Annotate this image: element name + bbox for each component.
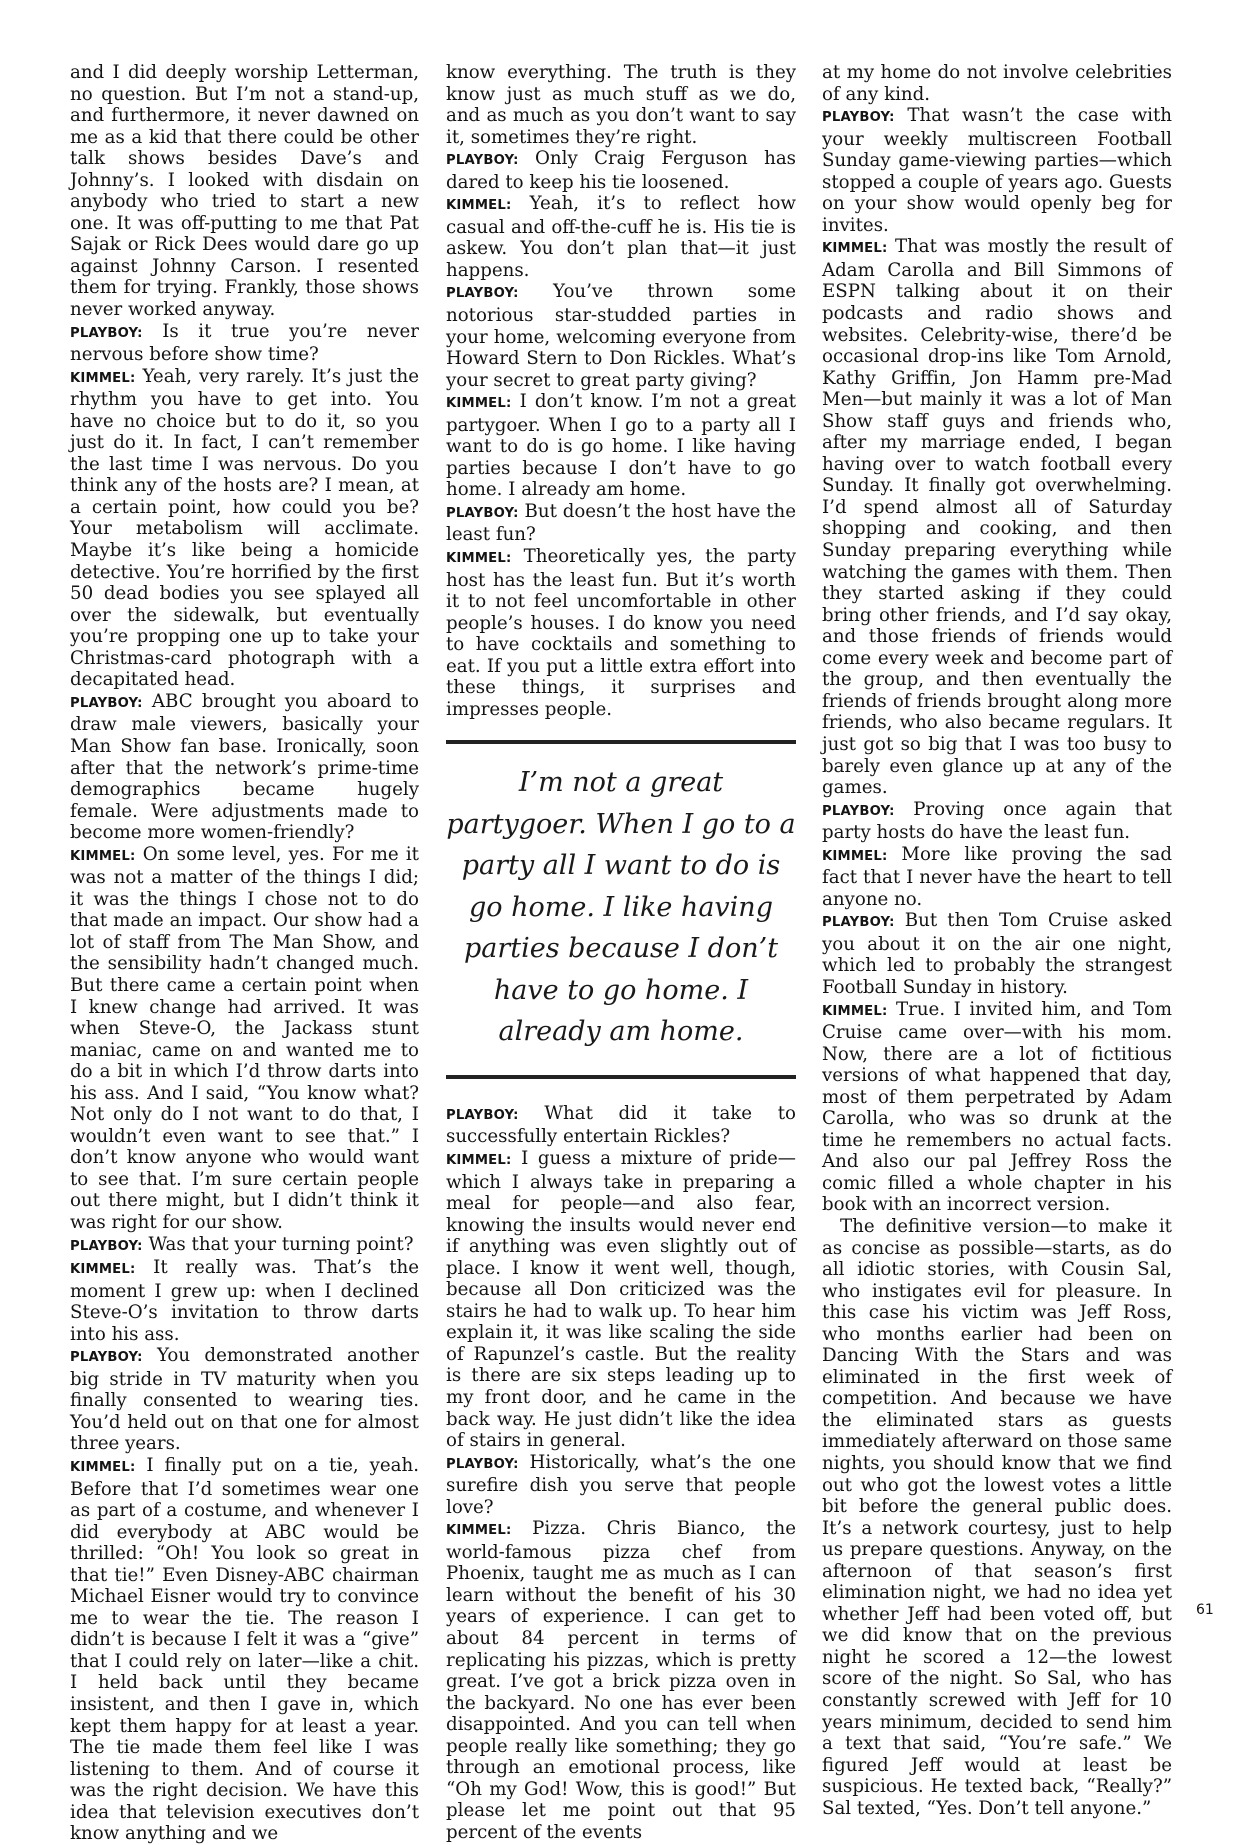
speaker-label: KIMMEL: xyxy=(822,848,888,864)
paragraph xyxy=(446,193,796,281)
speaker-label: PLAYBOY: xyxy=(70,325,143,341)
paragraph-text: True. I invited him, and Tom Cruise came over—with his mom. Now, there are a lot of fictitious versions of what happened that day, most of them perpetrated by Adam Carolla, who was so drunk at the time he remembers no actual facts. And also our pal Jeffrey Ross the comic filled a whole chapter in his book with an incorrect version. xyxy=(822,998,1172,1216)
paragraph xyxy=(822,1216,1172,1819)
speaker-label: KIMMEL: xyxy=(446,198,512,214)
speaker-label: PLAYBOY: xyxy=(70,1238,143,1254)
speaker-label: KIMMEL: xyxy=(446,551,512,567)
paragraph-text: know everything. The truth is they know just as much stuff as we do, and as much as you don’t want to say it, sometimes they’re right. xyxy=(446,62,796,148)
paragraph xyxy=(446,1452,796,1519)
paragraph-text: and I did deeply worship Letterman, no question. But I’m not a stand-up, and furthermore, it never dawned on me as a kid that there could be other talk shows besides Dave’s and Johnny’s. I looked with disdain on anybody who tried to start a new one. It was off-putting to me that Pat Sajak or Rick Dees would dare go up against Johnny Carson. I resented them for trying. Frankly, those shows never worked anyway. xyxy=(70,62,419,321)
speaker-label: KIMMEL: xyxy=(446,1523,512,1539)
speaker-label: PLAYBOY: xyxy=(822,915,895,931)
paragraph xyxy=(70,62,419,321)
paragraph xyxy=(822,236,1172,798)
paragraph xyxy=(822,105,1172,236)
speaker-label: KIMMEL: xyxy=(446,1153,512,1168)
paragraph xyxy=(70,1345,419,1455)
speaker-label: KIMMEL: xyxy=(70,1262,136,1278)
paragraph xyxy=(822,844,1172,911)
paragraph-text: That wasn’t the case with your weekly multiscreen Football Sunday game-viewing parties—which stopped a couple of years ago. Guests on your show would openly beg for invites. xyxy=(822,105,1172,236)
paragraph xyxy=(446,62,796,148)
paragraph-text: That was mostly the result of Adam Carolla and Bill Simmons of ESPN talking about it on their podcasts and radio shows and websites. Celebrity-wise, there’d be occasional drop-ins like Tom Arnold, Kathy Griffin, Jon Hamm pre-Mad Men—but mainly it was a lot of Man Show staff guys and friends who, after my marriage ended, I began having over to watch football every Sunday. It finally got overwhelming. I’d spend almost all of Saturday shopping and cooking, and then Sunday preparing everything while watching the games with them. Then they started asking if they could bring other friends, and I’d say okay, and those friends of friends would come every week and become part of the group, and then eventually the friends of friends brought along more friends, who also became regulars. It just got so big that I was too busy to barely even glance up at any of the games. xyxy=(822,236,1172,799)
paragraph xyxy=(446,1148,796,1452)
paragraph xyxy=(70,844,419,1234)
pull-quote-text: I’m not a great partygoer. When I go to a party all I want to do is go home. I like having parties because I don’t have to go home. I already am home. xyxy=(446,767,796,1048)
paragraph-text: You’ve thrown some notorious star-studded parties in your home, welcoming everyone from Howard Stern to Don Rickles. What’s your secret to great party giving? xyxy=(446,281,796,391)
text-column-right xyxy=(822,62,1172,1819)
speaker-label: PLAYBOY: xyxy=(446,1456,519,1472)
paragraph-text: I guess a mixture of pride—which I always take in preparing a meal for people—and also fear, knowing the insults would never end if anything was even slightly out of place. I know it went well, though, because all Don criticized was the stairs he had to walk up. To hear him explain it, it was like scaling the side of Rapunzel’s castle. But the reality is there are six steps leading up to my front door, and he came in the back way. He just didn’t like the idea of stairs in general. xyxy=(446,1148,796,1452)
paragraph xyxy=(446,281,796,391)
speaker-label: PLAYBOY: xyxy=(822,110,895,126)
paragraph-text: Only Craig Ferguson has dared to keep his tie loosened. xyxy=(446,148,796,193)
paragraph-text: ABC brought you aboard to draw male viewers, basically your Man Show fan base. Ironically, soon after that the network’s prime-time demographics became hugely female. Were adjustments made to become more women-friendly? xyxy=(70,690,419,844)
column-middle-bottom xyxy=(446,1103,796,1844)
paragraph xyxy=(446,1518,796,1843)
text-column-middle xyxy=(446,62,796,1843)
speaker-label: PLAYBOY: xyxy=(446,1107,519,1123)
speaker-label: PLAYBOY: xyxy=(70,695,143,711)
column-middle-top xyxy=(446,62,796,720)
paragraph-text: It really was. That’s the moment I grew up: when I declined Steve-O’s invitation to throw darts into his ass. xyxy=(70,1257,419,1345)
paragraph xyxy=(70,366,419,691)
paragraph-text: Historically, what’s the one surefire dish you serve that people love? xyxy=(446,1451,796,1518)
paragraph-text: Theoretically yes, the party host has the least fun. But it’s worth it to not feel uncomfortable in other people’s houses. I do know you need to have cocktails and something to eat. If you put a little extra effort into these things, it surprises and impresses people. xyxy=(446,546,796,720)
paragraph xyxy=(822,62,1172,105)
paragraph xyxy=(446,546,796,720)
paragraph xyxy=(70,1234,419,1258)
paragraph-text: More like proving the sad fact that I never have the heart to tell anyone no. xyxy=(822,843,1172,910)
paragraph xyxy=(446,391,796,501)
speaker-label: PLAYBOY: xyxy=(822,803,895,819)
speaker-label: PLAYBOY: xyxy=(446,153,519,169)
paragraph-text: On some level, yes. For me it was not a matter of the things I did; it was the things I chose not to do that made an impact. Our show had a lot of staff from The Man Show, and the sensibility hadn’t changed much. But there came a certain point when I knew change had arrived. It was when Steve-O, the Jackass stunt maniac, came on and wanted me to do a bit in which I’d throw darts into his ass. And I said, “You know what? Not only do I not want to do that, I wouldn’t even want to see that.” I don’t know anyone who would want to see that. I’m sure certain people out there might, but I didn’t think it was right for our show. xyxy=(70,843,419,1233)
paragraph xyxy=(70,691,419,844)
pull-quote xyxy=(446,740,796,1079)
paragraph xyxy=(822,910,1172,998)
paragraph-text: Proving once again that party hosts do have the least fun. xyxy=(822,798,1172,844)
paragraph-text: But doesn’t the host have the least fun? xyxy=(446,500,796,546)
paragraph xyxy=(70,321,419,366)
speaker-label: KIMMEL: xyxy=(446,396,512,412)
paragraph xyxy=(446,148,796,193)
paragraph xyxy=(446,501,796,546)
speaker-label: PLAYBOY: xyxy=(446,286,519,302)
paragraph-text: I finally put on a tie, yeah. Before that I’d sometimes wear one as part of a costume, and whenever I did everybody at ABC would be thrilled: “Oh! You look so great in that tie!” Even Disney-ABC chairman Michael Eisner would try to convince me to wear the tie. The reason I didn’t is because I felt it was a “give” that I could rely on later—like a chit. I held back until they became insistent, and then I gave in, which kept them happy for at least a year. The tie made them feel like I was listening to them. And of course it was the right decision. We have this idea that television executives don’t know anything and we xyxy=(70,1455,419,1845)
speaker-label: KIMMEL: xyxy=(822,241,888,257)
paragraph-text: But then Tom Cruise asked you about it on the air one night, which led to probably the strangest Football Sunday in history. xyxy=(822,910,1172,998)
paragraph-text: You demonstrated another big stride in TV maturity when you finally consented to wearing ties. You’d held out on that one for almost three years. xyxy=(70,1345,419,1455)
paragraph xyxy=(70,1257,419,1345)
speaker-label: PLAYBOY: xyxy=(446,505,519,521)
speaker-label: KIMMEL: xyxy=(70,1460,136,1475)
speaker-label: KIMMEL: xyxy=(822,1003,888,1019)
paragraph-text: at my home do not involve celebrities of any kind. xyxy=(822,62,1172,105)
paragraph xyxy=(446,1103,796,1148)
paragraph xyxy=(70,1455,419,1845)
paragraph-text: Is it true you’re never nervous before show time? xyxy=(70,320,419,366)
paragraph-text: Pizza. Chris Bianco, the world-famous pizza chef from Phoenix, taught me as much as I can learn without the benefit of his 30 years of experience. I can get to about 84 percent in terms of replicating his pizzas, which is pretty great. I’ve got a brick pizza oven in the backyard. No one has ever been disappointed. And you can tell when people really like something; they go through an emotional process, like “Oh my God! Wow, this is good!” But please let me point out that 95 percent of the events xyxy=(446,1518,796,1843)
speaker-label: KIMMEL: xyxy=(70,848,136,864)
paragraph-text: Was that your turning point? xyxy=(148,1233,414,1255)
paragraph-text: I don’t know. I’m not a great partygoer. When I go to a party all I want to do is go home. I like having parties because I don’t have to go home. I already am home. xyxy=(446,391,796,501)
speaker-label: PLAYBOY: xyxy=(70,1350,143,1366)
paragraph-text: Yeah, very rarely. It’s just the rhythm you have to get into. You have no choice but to do it, so you just do it. In fact, I can’t remember the last time I was nervous. Do you think any of the hosts are? I mean, at a certain point, how could you be? Your metabolism will acclimate. Maybe it’s like being a homicide detective. You’re horrified by the first 50 dead bodies you see splayed all over the sidewalk, but eventually you’re propping one up to take your Christmas-card photograph with a decapitated head. xyxy=(70,365,419,691)
speaker-label: KIMMEL: xyxy=(70,370,136,386)
paragraph-text: The definitive version—to make it as concise as possible—starts, as do all idiotic stories, with Cousin Sal, who instigates evil for pleasure. In this case his victim was Jeff Ross, who months earlier had been on Dancing With the Stars and was eliminated in the first week of competition. And because we have the eliminated stars as guests immediately afterward on those same nights, you should know that we find out who got the lowest votes a little bit before the general public does. It’s a network courtesy, just to help us prepare questions. Anyway, on the afternoon of that season’s first elimination night, we had no idea yet whether Jeff had been voted off, but we did know that on the previous night he scored a 12—the lowest score of the night. So Sal, who has constantly screwed with Jeff for 10 years minimum, decided to send him a text that said, “You’re safe.” We figured Jeff would at least be suspicious. He texted back, “Really?” Sal texted, “Yes. Don’t tell anyone.” xyxy=(822,1215,1172,1819)
paragraph-text: What did it take to successfully entertain Rickles? xyxy=(446,1102,796,1148)
paragraph xyxy=(822,799,1172,844)
paragraph xyxy=(822,999,1172,1216)
paragraph-text: Yeah, it’s to reflect how casual and off-the-cuff he is. His tie is askew. You don’t plan that—it just happens. xyxy=(446,193,796,281)
page-number: 61 xyxy=(1196,1602,1214,1618)
text-column-left xyxy=(70,62,419,1845)
